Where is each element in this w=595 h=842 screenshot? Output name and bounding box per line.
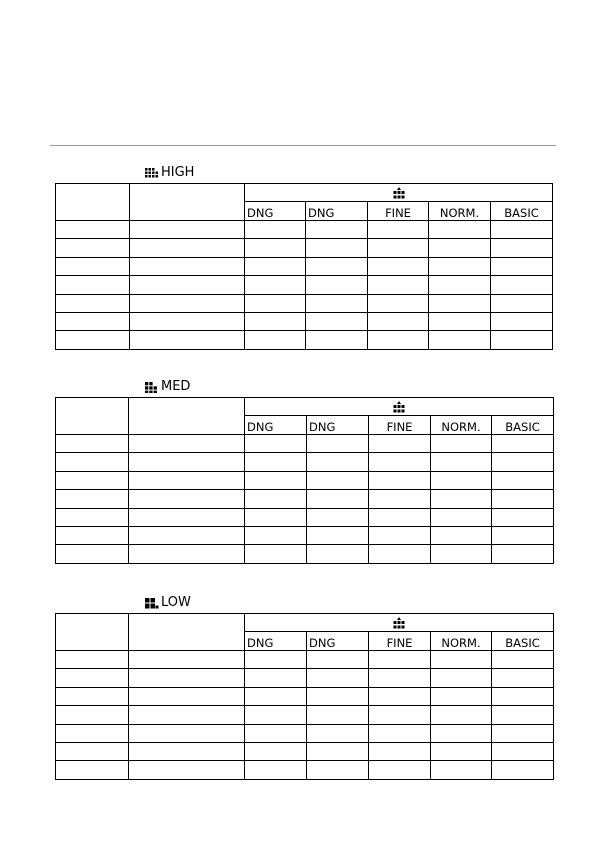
format-header-fine: FINE (369, 632, 431, 651)
table-row (56, 453, 554, 471)
table-row (56, 435, 554, 453)
table-row (56, 257, 553, 275)
header-cell (56, 614, 129, 651)
section-title (145, 166, 194, 180)
table-row (56, 239, 553, 257)
format-header-basic: BASIC (491, 202, 553, 221)
table-row (56, 706, 554, 724)
format-header-fine: FINE (369, 416, 431, 435)
header-cell (56, 184, 130, 221)
table-row (56, 651, 554, 669)
format-header-basic: BASIC (492, 416, 554, 435)
table-row (56, 508, 554, 526)
size-table (55, 183, 553, 350)
table-row (56, 490, 554, 508)
format-header-normal: NORM. (431, 632, 492, 651)
section-label: HIGH (161, 165, 195, 180)
section-divider (50, 145, 556, 146)
table-row (56, 276, 553, 294)
quality-header (245, 614, 554, 632)
format-header-basic: BASIC (492, 632, 554, 651)
table-row (56, 545, 554, 563)
section-label: MED (161, 379, 191, 394)
quality-header (245, 398, 554, 416)
table-row (56, 761, 554, 779)
header-cell (129, 614, 245, 651)
quality-icon (245, 617, 553, 629)
header-cell (129, 398, 245, 435)
format-header-fine: FINE (368, 202, 429, 221)
size-table (55, 397, 554, 564)
section-label: LOW (161, 595, 191, 610)
quality-icon (245, 187, 552, 199)
table-row (56, 669, 554, 687)
format-header-normal: NORM. (429, 202, 491, 221)
image-size-low-icon (145, 598, 161, 609)
quality-icon (245, 401, 553, 413)
image-size-high-icon (145, 168, 161, 179)
table-row (56, 724, 554, 742)
format-header-dng: DNG (306, 202, 368, 221)
table-row (56, 471, 554, 489)
header-cell (130, 184, 245, 221)
table-row (56, 526, 554, 544)
table-row (56, 221, 553, 239)
size-table (55, 613, 554, 780)
image-size-med-icon (145, 382, 161, 393)
table-row (56, 331, 553, 349)
header-cell (56, 398, 129, 435)
table-row (56, 687, 554, 705)
quality-header (245, 184, 553, 202)
section-title (145, 596, 191, 610)
format-header-dng: DNG (245, 632, 307, 651)
table-row (56, 742, 554, 760)
format-header-dng: DNG (307, 632, 369, 651)
table-row (56, 294, 553, 312)
section-title (145, 380, 190, 394)
format-header-dng: DNG (245, 202, 306, 221)
format-header-normal: NORM. (431, 416, 492, 435)
format-header-dng: DNG (245, 416, 307, 435)
format-header-dng: DNG (307, 416, 369, 435)
table-row (56, 312, 553, 330)
